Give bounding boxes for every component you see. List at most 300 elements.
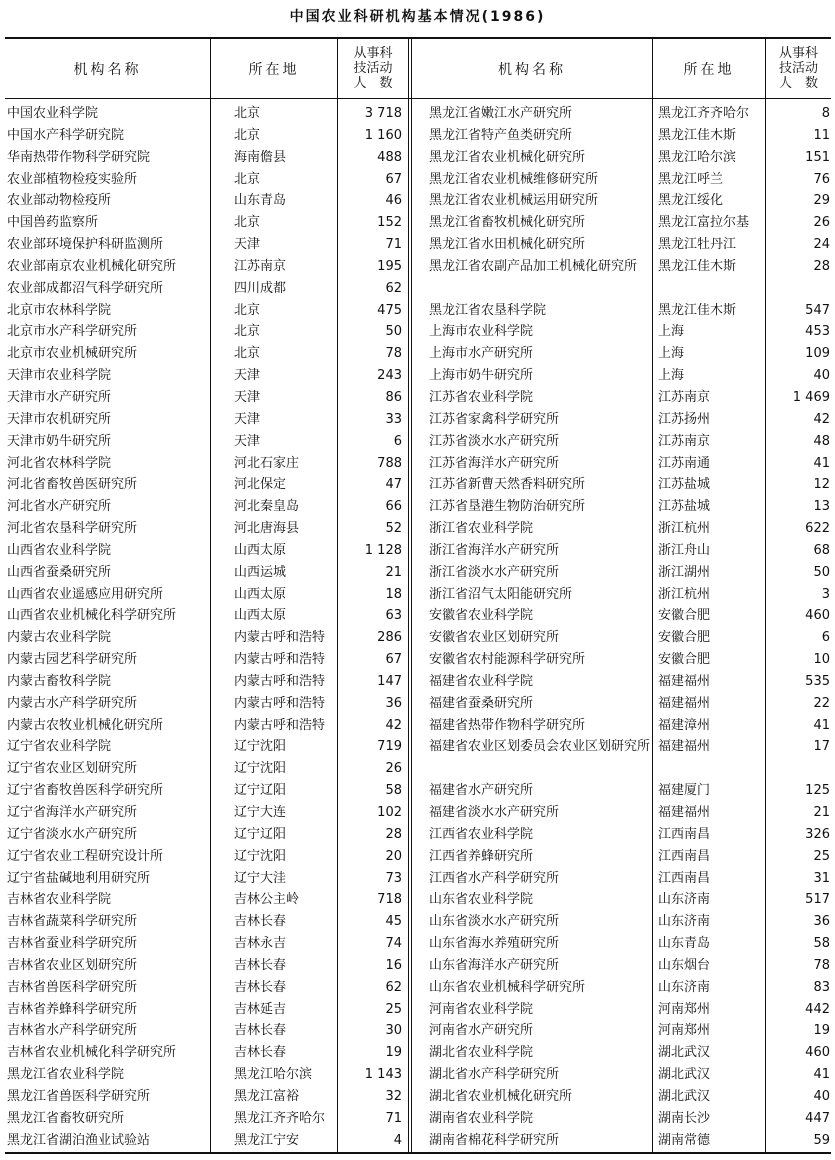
table-row bbox=[412, 1020, 835, 1042]
header-staff-line: 从事科 bbox=[353, 46, 393, 61]
staff-count: 1 469 bbox=[792, 389, 830, 405]
staff-count: 243 bbox=[377, 368, 402, 384]
institution-location: 黑龙江绥化 bbox=[658, 193, 724, 209]
header-location-left: 所在地 bbox=[248, 61, 300, 78]
institution-name: 江苏省农业科学院 bbox=[429, 389, 534, 405]
institution-location: 黑龙江牡丹江 bbox=[658, 237, 737, 253]
institution-name: 吉林省蔬菜科学研究所 bbox=[7, 914, 138, 930]
staff-count: 517 bbox=[805, 892, 830, 908]
page-title: 中国农业科研机构基本情况(1986) bbox=[289, 9, 546, 25]
staff-count: 18 bbox=[385, 586, 402, 602]
staff-count: 58 bbox=[813, 936, 830, 952]
table-row bbox=[412, 1042, 835, 1064]
institution-name: 黑龙江省嫩江水产研究所 bbox=[429, 106, 573, 121]
institution-name: 湖北省农业科学院 bbox=[429, 1045, 534, 1061]
staff-count: 788 bbox=[377, 455, 402, 471]
institution-location: 湖南长沙 bbox=[658, 1110, 711, 1126]
institution-location: 北京 bbox=[234, 324, 261, 340]
table-row bbox=[0, 911, 408, 933]
table-row bbox=[412, 540, 835, 562]
institution-name: 福建省热带作物科学研究所 bbox=[429, 717, 586, 733]
staff-count: 40 bbox=[813, 368, 830, 384]
header-name-left: 机构名称 bbox=[73, 61, 142, 78]
institution-name: 天津市农机研究所 bbox=[7, 411, 112, 427]
table-row bbox=[0, 715, 408, 737]
staff-count: 26 bbox=[813, 215, 830, 231]
table-row bbox=[0, 190, 408, 212]
table-row bbox=[412, 824, 835, 846]
table-row bbox=[0, 343, 408, 365]
table-row bbox=[412, 409, 835, 431]
institution-location: 内蒙古呼和浩特 bbox=[234, 673, 326, 689]
table-row bbox=[0, 540, 408, 562]
table-row bbox=[0, 300, 408, 322]
institution-location: 内蒙古呼和浩特 bbox=[234, 695, 326, 711]
institution-location: 四川成都 bbox=[234, 280, 287, 296]
institution-name: 内蒙古畜牧科学院 bbox=[7, 673, 112, 689]
institution-name: 湖南省棉花科学研究所 bbox=[429, 1132, 560, 1148]
table-row bbox=[0, 780, 408, 802]
institution-location: 江西南昌 bbox=[658, 870, 711, 886]
institution-name: 湖北省农业机械化研究所 bbox=[429, 1088, 573, 1104]
table-row bbox=[412, 147, 835, 169]
staff-count: 17 bbox=[813, 739, 830, 755]
table-row bbox=[0, 321, 408, 343]
table-row bbox=[412, 431, 835, 453]
staff-count: 488 bbox=[377, 149, 402, 165]
institution-name: 黑龙江省水田机械化研究所 bbox=[429, 237, 586, 253]
institution-location: 黑龙江哈尔滨 bbox=[658, 149, 737, 165]
institution-location: 湖北武汉 bbox=[658, 1088, 711, 1104]
table-row bbox=[412, 496, 835, 518]
institution-location: 山西太原 bbox=[234, 542, 287, 558]
institution-name: 黑龙江省特产鱼类研究所 bbox=[429, 127, 573, 143]
staff-count: 1 128 bbox=[364, 542, 402, 558]
institution-location: 山东青岛 bbox=[658, 936, 711, 952]
institution-location: 海南儋县 bbox=[234, 149, 287, 165]
staff-count: 50 bbox=[813, 564, 830, 580]
staff-count: 58 bbox=[385, 783, 402, 799]
institution-name: 华南热带作物科学研究院 bbox=[7, 149, 151, 165]
institution-name: 黑龙江省兽医科学研究所 bbox=[7, 1088, 151, 1104]
institution-name: 辽宁省农业区划研究所 bbox=[7, 761, 138, 777]
institution-location: 吉林长春 bbox=[234, 1023, 287, 1039]
institution-location: 河南郑州 bbox=[658, 1001, 711, 1017]
institution-location: 福建福州 bbox=[658, 739, 711, 755]
institution-name: 内蒙古农牧业机械化研究所 bbox=[7, 717, 164, 733]
institution-name: 安徽省农业区划研究所 bbox=[429, 630, 560, 646]
institution-location: 辽宁辽阳 bbox=[234, 826, 287, 842]
institution-location: 河北石家庄 bbox=[234, 455, 300, 471]
institution-name: 浙江省淡水水产研究所 bbox=[429, 564, 560, 580]
institution-location: 湖南常德 bbox=[658, 1132, 711, 1148]
staff-count: 74 bbox=[385, 936, 402, 952]
staff-count: 8 bbox=[821, 106, 830, 121]
table-row bbox=[412, 868, 835, 890]
institution-location: 上海 bbox=[658, 324, 685, 340]
institution-location: 浙江舟山 bbox=[658, 542, 711, 558]
table-row bbox=[412, 911, 835, 933]
institution-name: 江西省水产科学研究所 bbox=[429, 870, 560, 886]
institution-name: 黑龙江省农垦科学院 bbox=[429, 302, 547, 318]
institution-location: 内蒙古呼和浩特 bbox=[234, 652, 326, 668]
institution-name: 黑龙江省农业机械运用研究所 bbox=[429, 193, 599, 209]
table-row bbox=[0, 889, 408, 911]
staff-count: 71 bbox=[385, 1110, 402, 1126]
institution-name: 农业部南京农业机械化研究所 bbox=[7, 258, 177, 274]
institution-name: 河北省畜牧兽医研究所 bbox=[7, 477, 138, 493]
staff-count: 447 bbox=[805, 1110, 830, 1126]
table-row bbox=[412, 802, 835, 824]
table-row bbox=[0, 736, 408, 758]
staff-count: 62 bbox=[385, 280, 402, 296]
institution-name: 山东省农业科学院 bbox=[429, 892, 534, 908]
left-table-body bbox=[0, 103, 408, 1152]
staff-count: 475 bbox=[377, 302, 402, 318]
staff-count: 33 bbox=[385, 411, 402, 427]
institution-location: 黑龙江佳木斯 bbox=[658, 258, 737, 274]
institution-name: 天津市水产研究所 bbox=[7, 389, 112, 405]
institution-location: 江苏南京 bbox=[234, 258, 287, 274]
table-row bbox=[412, 671, 835, 693]
institution-name: 北京市水产科学研究所 bbox=[7, 324, 138, 340]
staff-count: 41 bbox=[813, 1067, 830, 1083]
staff-count: 21 bbox=[813, 805, 830, 820]
table-row bbox=[412, 300, 835, 322]
institution-location: 福建福州 bbox=[658, 673, 711, 689]
institution-name: 江苏省海洋水产研究所 bbox=[429, 455, 560, 471]
table-row bbox=[0, 758, 408, 780]
institution-name: 山东省海水养殖研究所 bbox=[429, 936, 560, 952]
institution-name: 黑龙江省农副产品加工机械化研究所 bbox=[429, 258, 638, 274]
institution-name: 吉林省农业科学院 bbox=[7, 892, 112, 908]
staff-count: 40 bbox=[813, 1088, 830, 1104]
staff-count: 67 bbox=[385, 652, 402, 668]
staff-count: 25 bbox=[385, 1001, 402, 1017]
institution-location: 江苏南京 bbox=[658, 389, 711, 405]
header-staff-line: 人 数 bbox=[778, 76, 818, 91]
institution-location: 上海 bbox=[658, 346, 685, 362]
table-row bbox=[0, 518, 408, 540]
right-table-body bbox=[412, 103, 835, 1152]
institution-name: 农业部植物检疫实验所 bbox=[7, 171, 138, 187]
institution-location: 福建福州 bbox=[658, 695, 711, 711]
staff-count: 147 bbox=[377, 673, 402, 689]
table-row bbox=[412, 933, 835, 955]
institution-location: 吉林长春 bbox=[234, 914, 287, 930]
staff-count: 36 bbox=[385, 695, 402, 711]
institution-name: 福建省农业区划委员会农业区划研究所 bbox=[429, 739, 651, 755]
staff-count: 83 bbox=[813, 979, 830, 995]
institution-name: 山西省农业遥感应用研究所 bbox=[7, 586, 164, 602]
staff-count: 718 bbox=[377, 892, 402, 908]
table-row bbox=[412, 649, 835, 671]
institution-location: 黑龙江哈尔滨 bbox=[234, 1067, 313, 1083]
institution-location: 河北唐海县 bbox=[234, 521, 300, 537]
institution-name: 山东省农业机械科学研究所 bbox=[429, 979, 586, 995]
institution-location: 江苏南通 bbox=[658, 455, 711, 471]
staff-count: 10 bbox=[813, 652, 830, 668]
table-row bbox=[0, 584, 408, 606]
table-row bbox=[412, 736, 835, 780]
institution-name: 河北省农林科学院 bbox=[7, 455, 112, 471]
staff-count: 12 bbox=[813, 477, 830, 493]
staff-count: 152 bbox=[377, 215, 402, 231]
table-row bbox=[412, 605, 835, 627]
institution-location: 天津 bbox=[234, 433, 261, 449]
institution-location: 黑龙江宁安 bbox=[234, 1132, 300, 1148]
institution-location: 北京 bbox=[234, 346, 261, 362]
staff-count: 19 bbox=[813, 1023, 830, 1039]
institution-name: 吉林省农业区划研究所 bbox=[7, 957, 138, 973]
staff-count: 102 bbox=[377, 805, 402, 820]
table-row bbox=[0, 671, 408, 693]
institution-name: 山西省农业机械化科学研究所 bbox=[7, 608, 177, 624]
header-location-right: 所在地 bbox=[683, 61, 735, 78]
institution-name: 辽宁省盐碱地利用研究所 bbox=[7, 870, 151, 886]
staff-count: 22 bbox=[813, 695, 830, 711]
staff-count: 71 bbox=[385, 237, 402, 253]
institution-location: 浙江杭州 bbox=[658, 586, 711, 602]
staff-count: 21 bbox=[385, 564, 402, 580]
table-row bbox=[0, 496, 408, 518]
header-staff-line: 技活动 bbox=[353, 61, 393, 76]
staff-count: 41 bbox=[813, 717, 830, 733]
institution-name: 江苏省淡水水产研究所 bbox=[429, 433, 560, 449]
table-row bbox=[412, 321, 835, 343]
staff-count: 68 bbox=[813, 542, 830, 558]
institution-location: 内蒙古呼和浩特 bbox=[234, 630, 326, 646]
table-row bbox=[0, 868, 408, 890]
table-row bbox=[0, 562, 408, 584]
staff-count: 622 bbox=[805, 521, 830, 537]
staff-count: 195 bbox=[377, 258, 402, 274]
staff-count: 453 bbox=[805, 324, 830, 340]
institution-name: 内蒙古园艺科学研究所 bbox=[7, 652, 138, 668]
institution-name: 黑龙江省农业机械化研究所 bbox=[429, 149, 586, 165]
staff-count: 1 143 bbox=[364, 1067, 402, 1083]
institution-name: 农业部成都沼气科学研究所 bbox=[7, 280, 164, 296]
institution-name: 山西省蚕桑研究所 bbox=[7, 564, 112, 580]
staff-count: 6 bbox=[821, 630, 830, 646]
table-row bbox=[412, 693, 835, 715]
institution-location: 内蒙古呼和浩特 bbox=[234, 717, 326, 733]
institution-name: 山东省海洋水产研究所 bbox=[429, 957, 560, 973]
table-row bbox=[0, 605, 408, 627]
institution-location: 江苏盐城 bbox=[658, 477, 711, 493]
staff-count: 30 bbox=[385, 1023, 402, 1039]
table-row bbox=[412, 846, 835, 868]
institution-name: 福建省淡水水产研究所 bbox=[429, 805, 560, 820]
staff-count: 29 bbox=[813, 193, 830, 209]
table-row bbox=[412, 999, 835, 1021]
staff-count: 125 bbox=[805, 783, 830, 799]
staff-count: 31 bbox=[813, 870, 830, 886]
institution-name: 北京市农林科学院 bbox=[7, 302, 112, 318]
table-row bbox=[412, 627, 835, 649]
institution-location: 湖北武汉 bbox=[658, 1067, 711, 1083]
table-row bbox=[0, 649, 408, 671]
institution-name: 内蒙古水产科学研究所 bbox=[7, 695, 138, 711]
table-row bbox=[0, 365, 408, 387]
institution-location: 辽宁辽阳 bbox=[234, 783, 287, 799]
table-row bbox=[412, 518, 835, 540]
institution-location: 吉林长春 bbox=[234, 957, 287, 973]
institution-location: 吉林永吉 bbox=[234, 936, 287, 952]
institution-name: 上海市奶牛研究所 bbox=[429, 368, 534, 384]
staff-count: 16 bbox=[385, 957, 402, 973]
institution-location: 福建福州 bbox=[658, 805, 711, 820]
institution-location: 黑龙江佳木斯 bbox=[658, 127, 737, 143]
institution-name: 河北省水产研究所 bbox=[7, 499, 112, 515]
staff-count: 13 bbox=[813, 499, 830, 515]
institution-name: 黑龙江省湖泊渔业试验站 bbox=[7, 1132, 151, 1148]
table-row bbox=[412, 955, 835, 977]
table-row bbox=[0, 1130, 408, 1152]
institution-location: 安徽合肥 bbox=[658, 630, 711, 646]
staff-count: 76 bbox=[813, 171, 830, 187]
institution-location: 山西运城 bbox=[234, 564, 287, 580]
institution-location: 天津 bbox=[234, 411, 261, 427]
header-staff-line: 技活动 bbox=[778, 61, 818, 76]
table-row bbox=[0, 431, 408, 453]
table-row bbox=[412, 453, 835, 475]
table-row bbox=[412, 256, 835, 300]
table-row bbox=[412, 889, 835, 911]
table-row bbox=[412, 584, 835, 606]
header-bottom-rule bbox=[5, 98, 831, 99]
institution-location: 北京 bbox=[234, 302, 261, 318]
staff-count: 326 bbox=[805, 826, 830, 842]
institution-location: 山东济南 bbox=[658, 979, 711, 995]
header-staff-line: 从事科 bbox=[778, 46, 818, 61]
institution-location: 天津 bbox=[234, 237, 261, 253]
table-row bbox=[412, 1086, 835, 1108]
header-name-right: 机构名称 bbox=[498, 61, 566, 78]
institution-name: 天津市奶牛研究所 bbox=[7, 433, 112, 449]
staff-count: 78 bbox=[813, 957, 830, 973]
table-row bbox=[412, 234, 835, 256]
institution-location: 黑龙江呼兰 bbox=[658, 171, 724, 187]
staff-count: 109 bbox=[805, 346, 830, 362]
table-row bbox=[0, 387, 408, 409]
table-row bbox=[412, 1064, 835, 1086]
institution-name: 湖南省农业科学院 bbox=[429, 1110, 534, 1126]
staff-count: 26 bbox=[385, 761, 402, 777]
institution-location: 福建漳州 bbox=[658, 717, 711, 733]
institution-location: 湖北武汉 bbox=[658, 1045, 711, 1061]
institution-name: 安徽省农业科学院 bbox=[429, 608, 534, 624]
institution-location: 北京 bbox=[234, 106, 261, 121]
institution-name: 辽宁省农业工程研究设计所 bbox=[7, 848, 164, 864]
institution-name: 湖北省水产科学研究所 bbox=[429, 1067, 560, 1083]
institution-location: 北京 bbox=[234, 171, 261, 187]
institution-name: 中国农业科学院 bbox=[7, 106, 99, 121]
institution-name: 上海市水产研究所 bbox=[429, 346, 534, 362]
institution-location: 福建厦门 bbox=[658, 783, 711, 799]
staff-count: 28 bbox=[385, 826, 402, 842]
table-row bbox=[0, 693, 408, 715]
staff-count: 11 bbox=[813, 127, 830, 143]
institution-name: 江西省养蜂研究所 bbox=[429, 848, 534, 864]
institution-location: 天津 bbox=[234, 368, 261, 384]
staff-count: 535 bbox=[805, 673, 830, 689]
institution-name: 黑龙江省畜牧机械化研究所 bbox=[429, 215, 586, 231]
table-row bbox=[0, 1108, 408, 1130]
staff-count: 67 bbox=[385, 171, 402, 187]
staff-count: 42 bbox=[813, 411, 830, 427]
institution-location: 山东济南 bbox=[658, 892, 711, 908]
table-row bbox=[0, 103, 408, 125]
staff-count: 286 bbox=[377, 630, 402, 646]
institution-name: 福建省农业科学院 bbox=[429, 673, 534, 689]
table-row bbox=[412, 387, 835, 409]
staff-count: 547 bbox=[805, 302, 830, 318]
institution-location: 黑龙江佳木斯 bbox=[658, 302, 737, 318]
staff-count: 47 bbox=[385, 477, 402, 493]
institution-name: 江苏省家禽科学研究所 bbox=[429, 411, 560, 427]
institution-location: 黑龙江齐齐哈尔 bbox=[234, 1110, 326, 1126]
institution-location: 辽宁沈阳 bbox=[234, 848, 287, 864]
institution-name: 江苏省垦港生物防治研究所 bbox=[429, 499, 586, 515]
institution-location: 黑龙江富裕 bbox=[234, 1088, 300, 1104]
staff-count: 63 bbox=[385, 608, 402, 624]
table-row bbox=[0, 453, 408, 475]
staff-count: 6 bbox=[393, 433, 402, 449]
table-row bbox=[0, 802, 408, 824]
institution-name: 河南省水产研究所 bbox=[429, 1023, 534, 1039]
institution-location: 浙江杭州 bbox=[658, 521, 711, 537]
table-row bbox=[412, 169, 835, 191]
staff-count: 59 bbox=[813, 1132, 830, 1148]
table-row bbox=[0, 256, 408, 278]
institution-name: 辽宁省淡水水产研究所 bbox=[7, 826, 138, 842]
table-row bbox=[412, 474, 835, 496]
institution-name: 浙江省农业科学院 bbox=[429, 521, 534, 537]
header-staff-left bbox=[338, 39, 408, 98]
table-row bbox=[412, 715, 835, 737]
staff-count: 48 bbox=[813, 433, 830, 449]
staff-count: 73 bbox=[385, 870, 402, 886]
table-row bbox=[0, 234, 408, 256]
table-row bbox=[412, 1108, 835, 1130]
institution-location: 山西太原 bbox=[234, 608, 287, 624]
institution-name: 黑龙江省畜牧研究所 bbox=[7, 1110, 125, 1126]
staff-count: 86 bbox=[385, 389, 402, 405]
institution-name: 黑龙江省农业机械维修研究所 bbox=[429, 171, 599, 187]
table-row bbox=[0, 824, 408, 846]
institution-name: 农业部环境保护科研监测所 bbox=[7, 237, 164, 253]
institution-name: 山西省农业科学院 bbox=[7, 542, 112, 558]
staff-count: 20 bbox=[385, 848, 402, 864]
institution-location: 吉林公主岭 bbox=[234, 892, 300, 908]
staff-count: 78 bbox=[385, 346, 402, 362]
institution-location: 辽宁大洼 bbox=[234, 870, 287, 886]
staff-count: 24 bbox=[813, 237, 830, 253]
header-staff-line: 人 数 bbox=[353, 76, 393, 91]
institution-location: 江西南昌 bbox=[658, 848, 711, 864]
staff-count: 62 bbox=[385, 979, 402, 995]
table-bottom-rule bbox=[5, 1152, 831, 1154]
table-row bbox=[0, 933, 408, 955]
institution-name: 吉林省养蜂科学研究所 bbox=[7, 1001, 138, 1017]
institution-location: 北京 bbox=[234, 215, 261, 231]
staff-count: 41 bbox=[813, 455, 830, 471]
table-row bbox=[412, 190, 835, 212]
table-row bbox=[0, 846, 408, 868]
institution-name: 吉林省农业机械化科学研究所 bbox=[7, 1045, 177, 1061]
institution-location: 辽宁大连 bbox=[234, 805, 287, 820]
